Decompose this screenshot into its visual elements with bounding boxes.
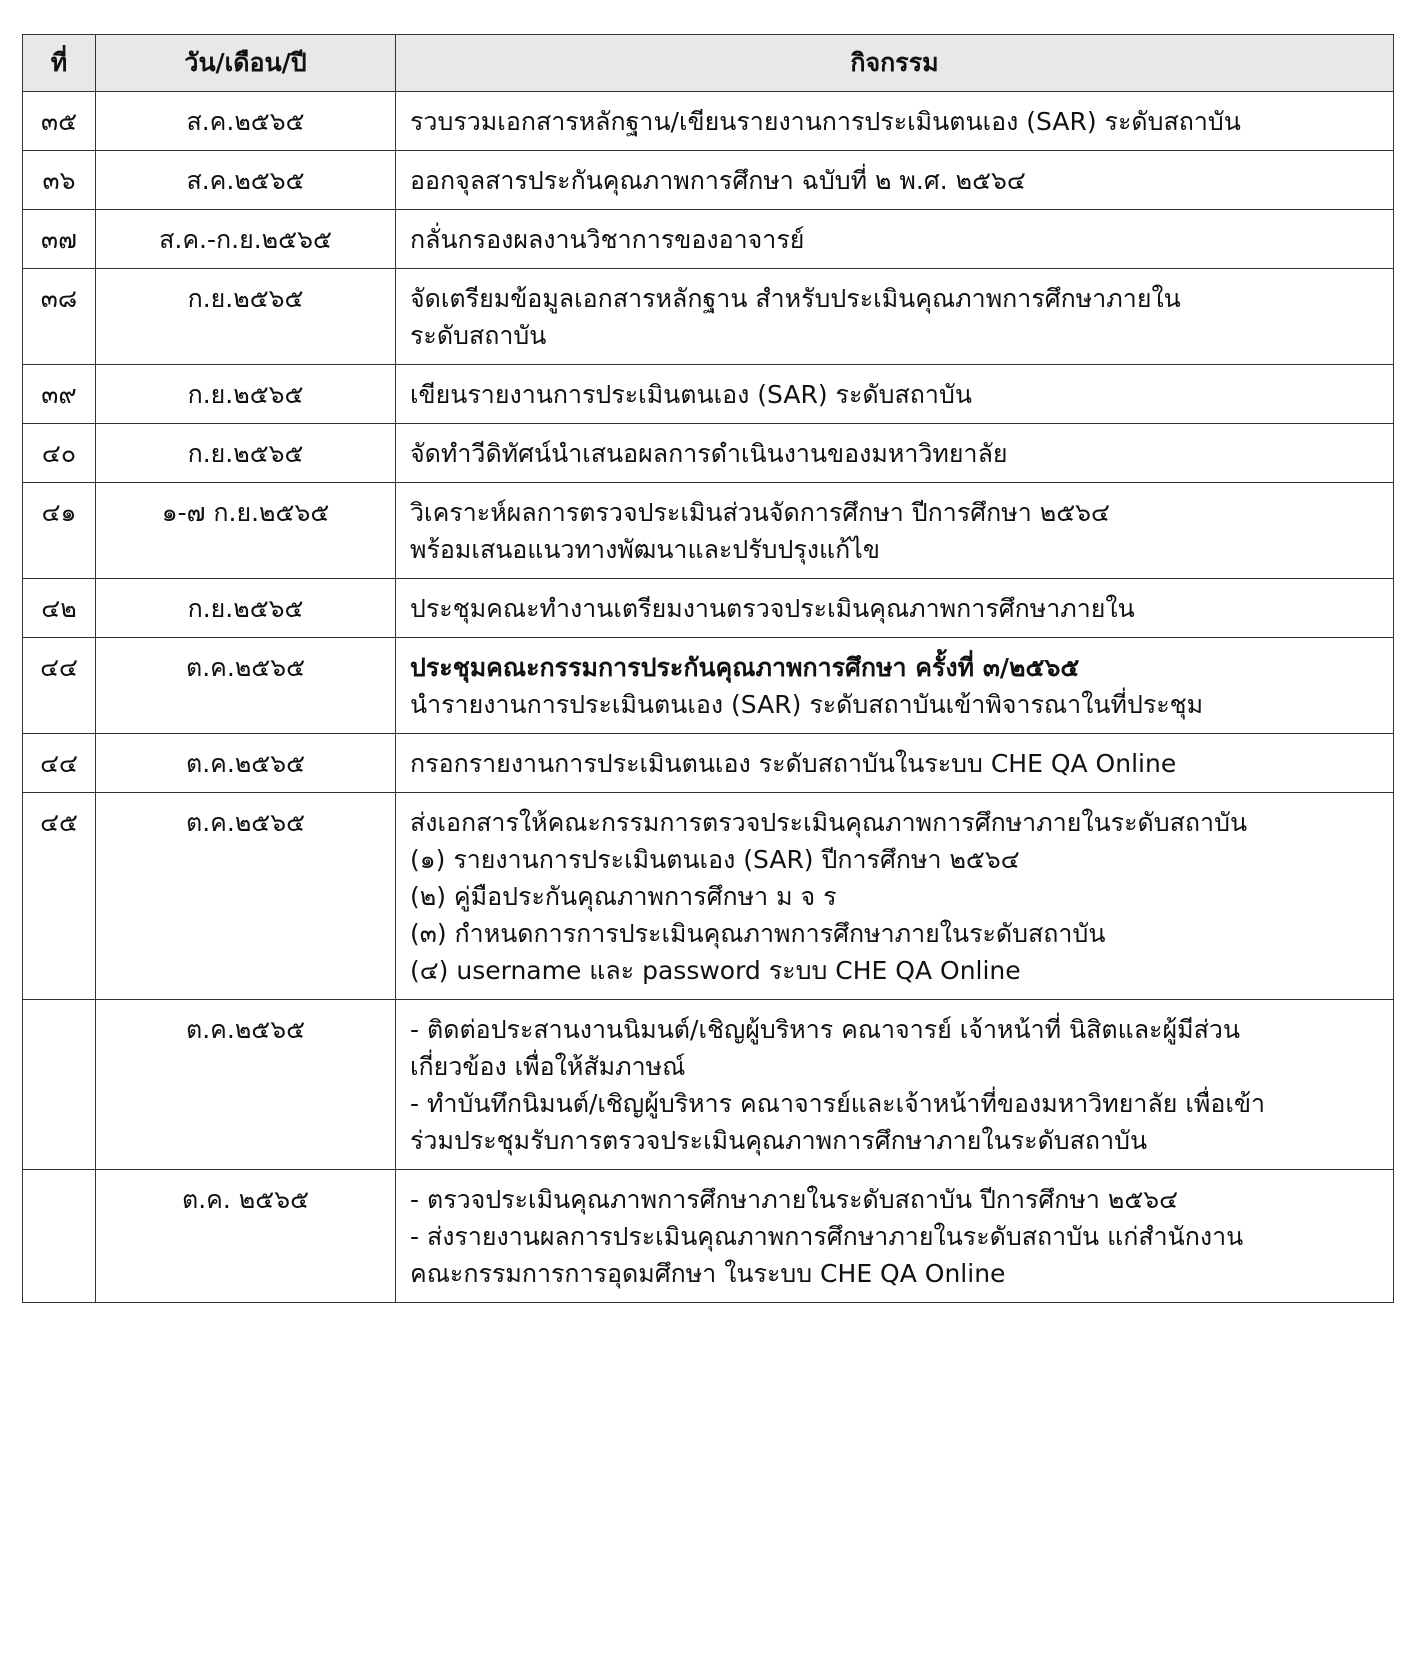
table-row (23, 638, 1394, 734)
row-date: ก.ย.๒๕๖๕ (96, 269, 396, 365)
activity-line: จัดทำวีดิทัศน์นำเสนอผลการดำเนินงานของมหาวิทยาลัย (410, 439, 1008, 468)
row-date: ต.ค.๒๕๖๕ (96, 793, 396, 1000)
row-date: ส.ค.๒๕๖๕ (96, 151, 396, 210)
row-number: ๓๕ (23, 92, 96, 151)
activity-line: ร่วมประชุมรับการตรวจประเมินคุณภาพการศึกษาภายในระดับสถาบัน (410, 1126, 1148, 1155)
row-activity (396, 793, 1394, 1000)
activity-line: เกี่ยวข้อง เพื่อให้สัมภาษณ์ (410, 1052, 686, 1081)
row-number: ๔๒ (23, 579, 96, 638)
row-date: ต.ค.๒๕๖๕ (96, 638, 396, 734)
activity-line: ออกจุลสารประกันคุณภาพการศึกษา ฉบับที่ ๒ พ.ศ. ๒๕๖๔ (410, 166, 1026, 195)
activity-line: เขียนรายงานการประเมินตนเอง (SAR) ระดับสถาบัน (410, 380, 972, 409)
row-date: ก.ย.๒๕๖๕ (96, 424, 396, 483)
row-number (23, 1000, 96, 1170)
row-activity (396, 638, 1394, 734)
row-number: ๔๑ (23, 483, 96, 579)
activity-line: (๓) กำหนดการการประเมินคุณภาพการศึกษาภายในระดับสถาบัน (410, 919, 1106, 948)
activity-line: กลั่นกรองผลงานวิชาการของอาจารย์ (410, 225, 805, 254)
activity-line: วิเคราะห์ผลการตรวจประเมินส่วนจัดการศึกษา ปีการศึกษา ๒๕๖๔ (410, 498, 1110, 527)
row-date: ส.ค.-ก.ย.๒๕๖๕ (96, 210, 396, 269)
activity-line: (๔) username และ password ระบบ CHE QA Online (410, 956, 1021, 985)
row-number: ๔๔ (23, 638, 96, 734)
row-number (23, 1170, 96, 1303)
activity-line: ระดับสถาบัน (410, 321, 547, 350)
row-date: ต.ค. ๒๕๖๕ (96, 1170, 396, 1303)
row-number: ๔๕ (23, 793, 96, 1000)
row-number: ๔๔ (23, 734, 96, 793)
table-row (23, 579, 1394, 638)
table-header (23, 35, 1394, 92)
table-row (23, 151, 1394, 210)
row-activity (396, 151, 1394, 210)
row-activity (396, 424, 1394, 483)
activity-line: กรอกรายงานการประเมินตนเอง ระดับสถาบันในระบบ CHE QA Online (410, 749, 1177, 778)
row-number: ๓๘ (23, 269, 96, 365)
row-activity (396, 210, 1394, 269)
row-date: ก.ย.๒๕๖๕ (96, 365, 396, 424)
row-activity (396, 1170, 1394, 1303)
table-row (23, 1170, 1394, 1303)
table-row (23, 269, 1394, 365)
activity-line: (๑) รายงานการประเมินตนเอง (SAR) ปีการศึกษา ๒๕๖๔ (410, 845, 1020, 874)
activity-schedule-table (22, 34, 1394, 1303)
table-row (23, 92, 1394, 151)
activity-line: ส่งเอกสารให้คณะกรรมการตรวจประเมินคุณภาพการศึกษาภายในระดับสถาบัน (410, 808, 1248, 837)
row-activity (396, 483, 1394, 579)
row-activity (396, 734, 1394, 793)
row-date: ส.ค.๒๕๖๕ (96, 92, 396, 151)
row-number: ๓๙ (23, 365, 96, 424)
header-no: ที่ (23, 35, 96, 92)
activity-line: พร้อมเสนอแนวทางพัฒนาและปรับปรุงแก้ไข (410, 535, 880, 564)
table-row (23, 483, 1394, 579)
table-body (23, 92, 1394, 1303)
row-number: ๓๗ (23, 210, 96, 269)
activity-line: ประชุมคณะทำงานเตรียมงานตรวจประเมินคุณภาพการศึกษาภายใน (410, 594, 1135, 623)
table-row (23, 365, 1394, 424)
row-activity (396, 1000, 1394, 1170)
header-row (23, 35, 1394, 92)
activity-line: รวบรวมเอกสารหลักฐาน/เขียนรายงานการประเมินตนเอง (SAR) ระดับสถาบัน (410, 107, 1241, 136)
activity-line: ประชุมคณะกรรมการประกันคุณภาพการศึกษา ครั้งที่ ๓/๒๕๖๕ (410, 653, 1080, 682)
header-activity: กิจกรรม (396, 35, 1394, 92)
table-row (23, 793, 1394, 1000)
activity-line: คณะกรรมการการอุดมศึกษา ในระบบ CHE QA Online (410, 1259, 1006, 1288)
activity-line: - ตรวจประเมินคุณภาพการศึกษาภายในระดับสถาบัน ปีการศึกษา ๒๕๖๔ (410, 1185, 1179, 1214)
activity-line: นำรายงานการประเมินตนเอง (SAR) ระดับสถาบันเข้าพิจารณาในที่ประชุม (410, 690, 1204, 719)
table-row (23, 424, 1394, 483)
activity-line: (๒) คู่มือประกันคุณภาพการศึกษา ม จ ร (410, 882, 837, 911)
row-activity (396, 579, 1394, 638)
header-date: วัน/เดือน/ปี (96, 35, 396, 92)
row-activity (396, 269, 1394, 365)
row-date: ต.ค.๒๕๖๕ (96, 734, 396, 793)
table-row (23, 1000, 1394, 1170)
row-date: ต.ค.๒๕๖๕ (96, 1000, 396, 1170)
row-number: ๓๖ (23, 151, 96, 210)
row-activity (396, 365, 1394, 424)
activity-line: จัดเตรียมข้อมูลเอกสารหลักฐาน สำหรับประเมินคุณภาพการศึกษาภายใน (410, 284, 1181, 313)
table-row (23, 734, 1394, 793)
activity-line: - ส่งรายงานผลการประเมินคุณภาพการศึกษาภายในระดับสถาบัน แก่สำนักงาน (410, 1222, 1244, 1251)
row-activity (396, 92, 1394, 151)
table-row (23, 210, 1394, 269)
row-number: ๔๐ (23, 424, 96, 483)
activity-line: - ติดต่อประสานงานนิมนต์/เชิญผู้บริหาร คณาจารย์ เจ้าหน้าที่ นิสิตและผู้มีส่วน (410, 1015, 1240, 1044)
row-date: ๑-๗ ก.ย.๒๕๖๕ (96, 483, 396, 579)
activity-line: - ทำบันทึกนิมนต์/เชิญผู้บริหาร คณาจารย์และเจ้าหน้าที่ของมหาวิทยาลัย เพื่อเข้า (410, 1089, 1266, 1118)
row-date: ก.ย.๒๕๖๕ (96, 579, 396, 638)
